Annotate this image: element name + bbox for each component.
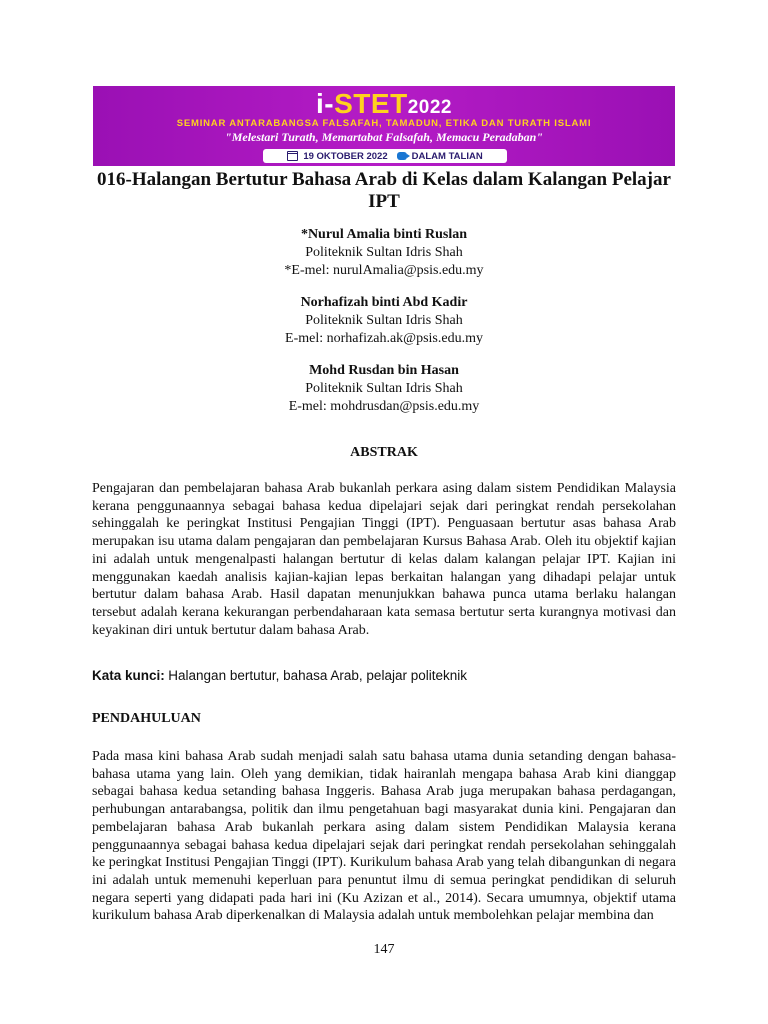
author-list [184,226,584,430]
author-affiliation: Politeknik Sultan Idris Shah [305,381,463,396]
author-name: *Nurul Amalia binti Ruslan [300,227,468,242]
paper-title: 016-Halangan Bertutur Bahasa Arab di Kelas dalam Kalangan Pelajar IPT [97,169,671,212]
author-block [184,226,584,280]
keywords-value: Halangan bertutur, bahasa Arab, pelajar politeknik [168,668,467,683]
author-name: Mohd Rusdan bin Hasan [309,363,459,378]
conference-banner [93,86,675,166]
conference-info-bar [263,149,507,163]
section-heading: PENDAHULUAN [92,711,201,726]
video-camera-icon [397,152,407,160]
abstract-heading: ABSTRAK [350,445,418,460]
author-block [184,362,584,416]
abstract-paragraph: Pengajaran dan pembelajaran bahasa Arab bukanlah perkara asing dalam sistem Pendidikan Malaysia kerana penggunaannya sebagai bahasa kedua dipelajari sejak dari peringkat rendah persekolahan sehinggalah ke peringkat Institusi Pengajian Tinggi (IPT). Penguasaan bertutur asas bahasa Arab merupakan isu utama dalam pengajaran dan pembelajaran Kursus Bahasa Arab. Oleh itu objektif kajian ini adalah untuk mengenalpasti halangan bertutur di kelas dalam kalangan pelajar IPT. Kajian ini menggunakan kaedah analisis kajian-kajian lepas berkaitan halangan yang dihadapi pelajar untuk bertutur dalam bahasa Arab. Hasil dapatan menunjukkan bahawa punca utama berlaku halangan tersebut adalah kerana kekurangan perbendaharaan kata semasa bertutur serta kurangnya motivasi dan keyakinan diri untuk bertutur dalam bahasa Arab. [92,481,676,638]
keywords-label: Kata kunci: [92,668,165,683]
author-email: *E-mel: nurulAmalia@psis.edu.my [284,263,484,278]
author-block [184,294,584,348]
author-email: E-mel: mohdrusdan@psis.edu.my [288,399,480,414]
conference-logo: i-STET2022 [316,88,452,119]
author-email: E-mel: norhafizah.ak@psis.edu.my [285,331,483,346]
conference-mode: DALAM TALIAN [411,150,483,162]
conference-date: 19 OKTOBER 2022 [303,150,388,162]
author-name: Norhafizah binti Abd Kadir [300,295,468,310]
conference-subtitle: SEMINAR ANTARABANGSA FALSAFAH, TAMADUN, ETIKA DAN TURATH ISLAMI [176,118,592,129]
conference-tagline: "Melestari Turath, Memartabat Falsafah, Memacu Peradaban" [225,130,543,144]
intro-paragraph: Pada masa kini bahasa Arab sudah menjadi salah satu bahasa utama dunia setanding dengan bahasa-bahasa utama yang lain. Oleh yang demikian, tidak hairanlah mengapa bahasa Arab kini dianggap sebagai bahasa kedua setanding bahasa Inggeris. Bahasa Arab juga merupakan bahasa perdagangan, perhubungan antarabangsa, politik dan ilmu pengetahuan bagi masyarakat dunia kini. Pengajaran dan pembelajaran bahasa Arab bukanlah perkara asing dalam sistem Pendidikan Malaysia kerana penggunaannya sebagai bahasa kedua dipelajari sejak dari peringkat rendah persekolahan sehinggalah ke peringkat Institusi Pengajian Tinggi (IPT). Kurikulum bahasa Arab yang telah dibangunkan di negara ini adalah untuk memenuhi keperluan para penuntut ilmu di semua peringkat pendidikan di seluruh negara seperti yang didapati pada hari ini (Ku Azizan et al., 2014). Secara umumnya, objektif utama kurikulum bahasa Arab diperkenalkan di Malaysia adalah untuk membolehkan pelajar membina dan [92,749,676,924]
author-affiliation: Politeknik Sultan Idris Shah [305,245,463,260]
author-affiliation: Politeknik Sultan Idris Shah [305,313,463,328]
page-number: 147 [373,942,395,957]
keywords-line [92,667,676,685]
calendar-icon [287,151,298,161]
